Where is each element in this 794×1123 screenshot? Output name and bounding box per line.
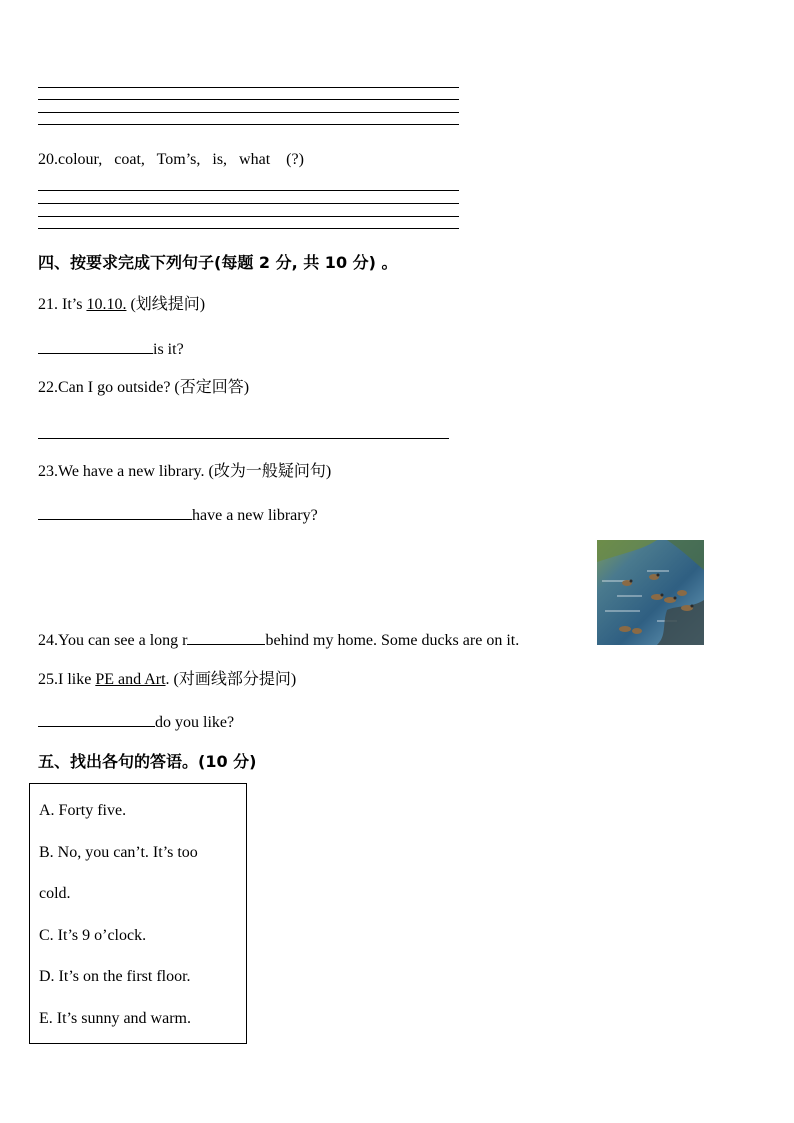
answer-line[interactable] <box>38 112 459 113</box>
answer-options-box <box>29 783 247 1044</box>
option-d: D. It’s on the first floor. <box>39 968 191 985</box>
question-22: 22.Can I go outside? (否定回答) <box>38 379 250 396</box>
answer-23: have a new library? <box>38 504 318 526</box>
section-5-title: 五、找出各句的答语。(10 分) <box>38 752 257 771</box>
question-25: 25.I like PE and Art. (对画线部分提问) <box>38 671 297 688</box>
answer-line[interactable] <box>38 190 459 191</box>
answer-line[interactable] <box>38 438 449 439</box>
question-20: 20.colour, coat, Tom’s, is, what (?) <box>38 151 304 168</box>
question-21: 21. It’s 10.10. (划线提问) <box>38 296 206 313</box>
option-b: B. No, you can’t. It’s too <box>39 844 198 861</box>
answer-25: do you like? <box>38 711 234 733</box>
option-b-cont: cold. <box>39 885 71 902</box>
answer-line[interactable] <box>38 228 459 229</box>
question-23: 23.We have a new library. (改为一般疑问句) <box>38 463 332 480</box>
question-24: 24.You can see a long r behind my home. Some ducks are on it. <box>38 629 519 651</box>
blank-input[interactable] <box>38 504 192 520</box>
section-4-title: 四、按要求完成下列句子(每题 2 分, 共 10 分) 。 <box>38 253 398 272</box>
answer-line[interactable] <box>38 203 459 204</box>
blank-input[interactable] <box>38 338 153 354</box>
answer-line[interactable] <box>38 87 459 88</box>
answer-21: is it? <box>38 338 184 360</box>
answer-line[interactable] <box>38 216 459 217</box>
option-e: E. It’s sunny and warm. <box>39 1010 191 1027</box>
answer-line[interactable] <box>38 124 459 125</box>
blank-input[interactable] <box>38 711 155 727</box>
blank-input[interactable] <box>187 629 265 645</box>
answer-line[interactable] <box>38 99 459 100</box>
river-ducks-image <box>597 540 704 645</box>
option-a: A. Forty five. <box>39 802 127 819</box>
option-c: C. It’s 9 o’clock. <box>39 927 147 944</box>
